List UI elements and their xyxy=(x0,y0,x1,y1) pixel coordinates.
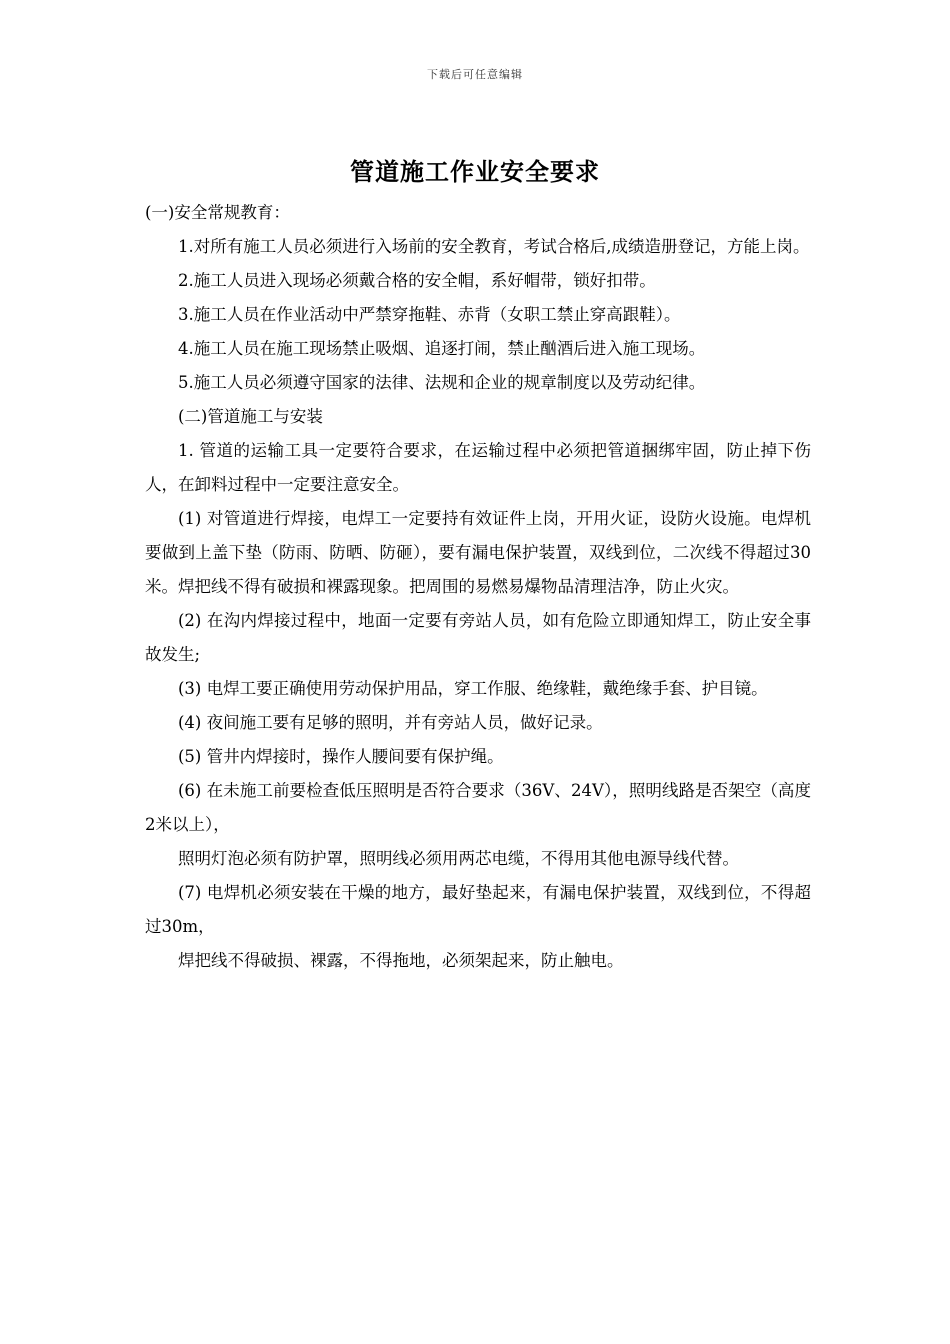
paragraph: (6) 在未施工前要检查低压照明是否符合要求（36V、24V），照明线路是否架空（高度2米以上）， xyxy=(145,781,811,834)
paragraph: 3.施工人员在作业活动中严禁穿拖鞋、赤背（女职工禁止穿高跟鞋）。 xyxy=(178,305,681,324)
paragraph: 5.施工人员必须遵守国家的法律、法规和企业的规章制度以及劳动纪律。 xyxy=(178,373,706,392)
paragraph: (1) 对管道进行焊接，电焊工一定要持有效证件上岗，开用火证，设防火设施。电焊机要做到上盖下垫（防雨、防晒、防砸），要有漏电保护装置，双线到位，二次线不得超过30米。焊把线不得有破损和裸露现象。把周围的易燃易爆物品清理洁净，防止火灾。 xyxy=(145,509,811,596)
paragraph: 2.施工人员进入现场必须戴合格的安全帽，系好帽带，锁好扣带。 xyxy=(178,271,656,290)
paragraph: (5) 管井内焊接时，操作人腰间要有保护绳。 xyxy=(178,747,504,766)
document-title: 管道施工作业安全要求 xyxy=(350,158,600,186)
paragraph: (二)管道施工与安装 xyxy=(178,407,323,426)
paragraph: 1.对所有施工人员必须进行入场前的安全教育，考试合格后,成绩造册登记，方能上岗。 xyxy=(178,237,810,256)
document-body xyxy=(145,196,811,978)
paragraph: (7) 电焊机必须安装在干燥的地方，最好垫起来，有漏电保护装置，双线到位，不得超过30m， xyxy=(145,883,811,936)
paragraph: (4) 夜间施工要有足够的照明，并有旁站人员，做好记录。 xyxy=(178,713,603,732)
paragraph: 照明灯泡必须有防护罩，照明线必须用两芯电缆，不得用其他电源导线代替。 xyxy=(178,849,739,868)
paragraph: 1. 管道的运输工具一定要符合要求，在运输过程中必须把管道捆绑牢固，防止掉下伤人，在卸料过程中一定要注意安全。 xyxy=(145,441,811,494)
header-note: 下载后可任意编辑 xyxy=(427,68,523,81)
paragraph: 4.施工人员在施工现场禁止吸烟、追逐打闹，禁止酗酒后进入施工现场。 xyxy=(178,339,706,358)
paragraph: 焊把线不得破损、裸露，不得拖地，必须架起来，防止触电。 xyxy=(178,951,624,970)
paragraph: (3) 电焊工要正确使用劳动保护用品，穿工作服、绝缘鞋，戴绝缘手套、护目镜。 xyxy=(178,679,768,698)
paragraph: (2) 在沟内焊接过程中，地面一定要有旁站人员，如有危险立即通知焊工，防止安全事故发生; xyxy=(145,611,811,664)
paragraph: (一)安全常规教育： xyxy=(145,203,290,222)
